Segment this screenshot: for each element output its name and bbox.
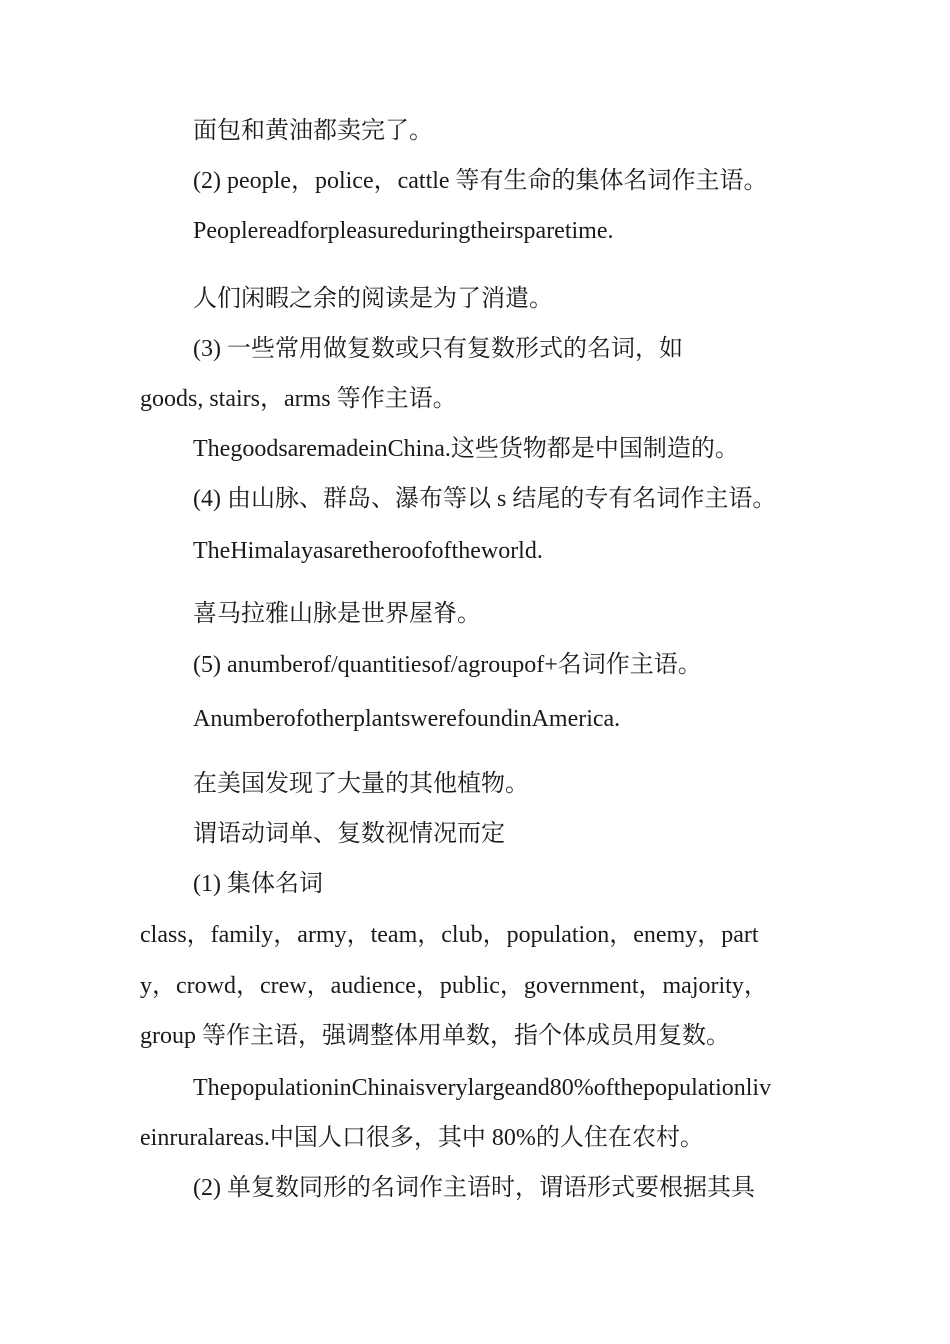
text-line: 在美国发现了大量的其他植物。 — [193, 771, 529, 797]
text-line: 面包和黄油都卖完了。 — [193, 118, 433, 144]
text-line: AnumberofotherplantswerefoundinAmerica. — [193, 706, 621, 732]
text-line: y，crowd，crew，audience，public，government，majority， — [140, 973, 768, 999]
text-line: (2) people，police，cattle 等有生命的集体名词作主语。 — [193, 168, 768, 194]
text-line: einruralareas.中国人口很多，其中 80%的人住在农村。 — [140, 1125, 704, 1151]
text-line: 谓语动词单、复数视情况而定 — [193, 821, 505, 847]
text-line: goods, stairs，arms 等作主语。 — [140, 386, 457, 412]
text-line: (5) anumberof/quantitiesof/agroupof+名词作主语。 — [193, 652, 702, 678]
text-line: (2) 单复数同形的名词作主语时，谓语形式要根据其具 — [193, 1175, 755, 1201]
text-line: ThegoodsaremadeinChina.这些货物都是中国制造的。 — [193, 436, 739, 462]
text-line: (4) 由山脉、群岛、瀑布等以 s 结尾的专有名词作主语。 — [193, 486, 777, 512]
text-line: (1) 集体名词 — [193, 871, 323, 897]
text-line: (3) 一些常用做复数或只有复数形式的名词，如 — [193, 336, 683, 362]
text-line: TheHimalayasaretheroofoftheworld. — [193, 538, 543, 564]
text-line: 人们闲暇之余的阅读是为了消遣。 — [193, 286, 553, 312]
text-line: class，family，army，team，club，population，enemy，part — [140, 922, 759, 948]
text-line: ThepopulationinChinaisverylargeand80%ofthepopulationliv — [193, 1075, 772, 1101]
text-line: 喜马拉雅山脉是世界屋脊。 — [193, 601, 481, 627]
text-line: Peoplereadforpleasureduringtheirsparetime. — [193, 218, 614, 244]
text-line: group 等作主语，强调整体用单数，指个体成员用复数。 — [140, 1023, 730, 1049]
